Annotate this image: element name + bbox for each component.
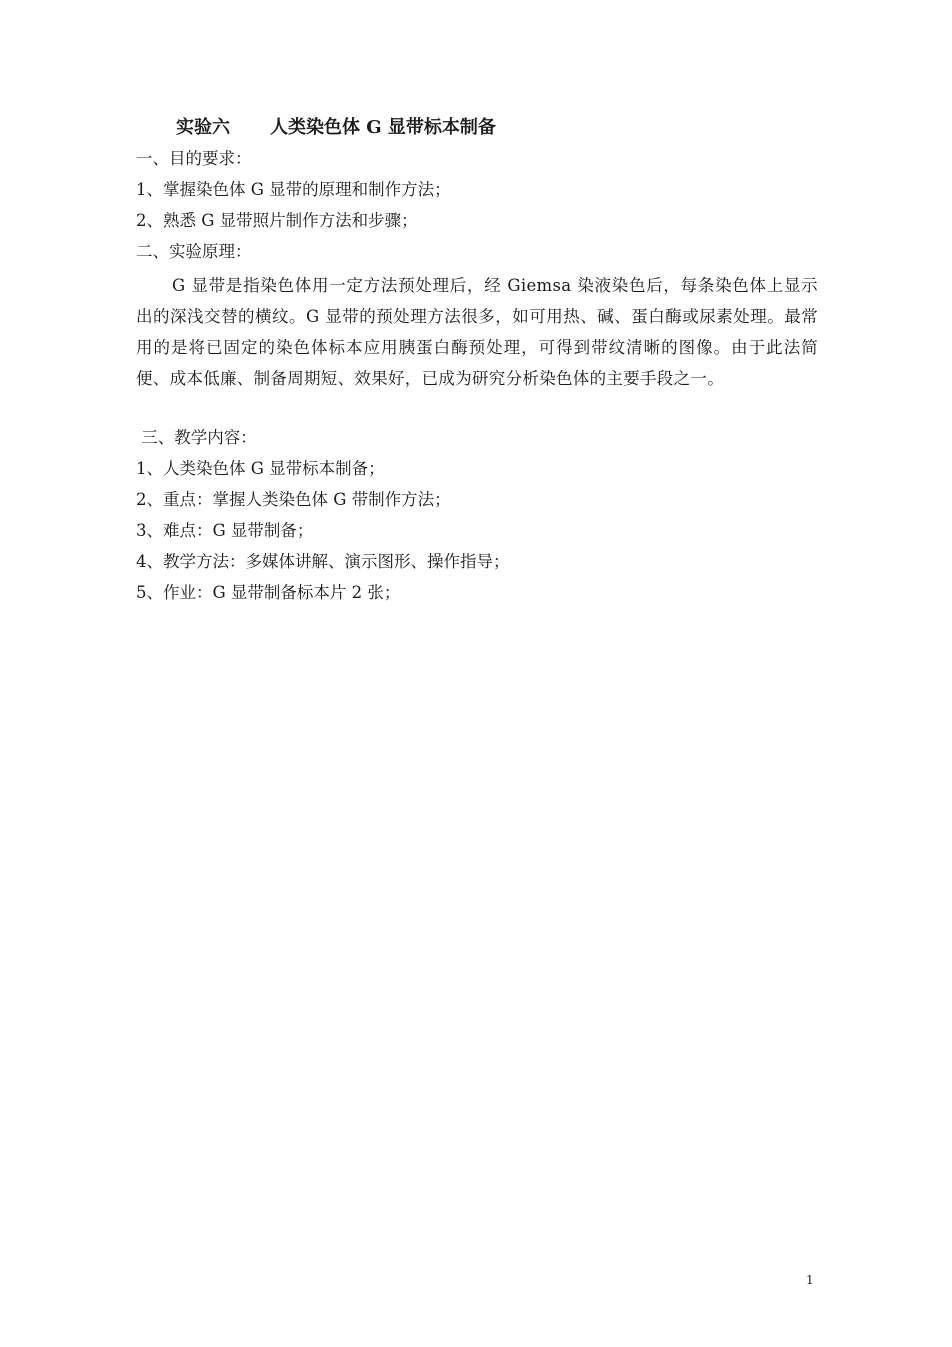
list-item-content-5: 5、作业：G 显带制备标本片 2 张； xyxy=(136,583,401,602)
title-experiment-number: 实验六 xyxy=(176,117,230,138)
title-experiment-name: 人类染色体 G 显带标本制备 xyxy=(270,117,496,138)
section-heading-objectives: 一、目的要求： xyxy=(136,149,252,168)
list-item-content-4: 4、教学方法：多媒体讲解、演示图形、操作指导； xyxy=(136,552,510,571)
list-item-objective-1: 1、掌握染色体 G 显带的原理和制作方法； xyxy=(136,180,451,199)
section-heading-principle: 二、实验原理： xyxy=(136,242,252,261)
list-item-content-2: 2、重点：掌握人类染色体 G 带制作方法； xyxy=(136,490,451,509)
list-item-content-1: 1、人类染色体 G 显带标本制备； xyxy=(136,459,385,478)
page-number: 1 xyxy=(806,1273,814,1287)
list-item-objective-2: 2、熟悉 G 显带照片制作方法和步骤； xyxy=(136,211,418,230)
document-title xyxy=(176,116,496,140)
section-heading-teaching-content: 三、教学内容： xyxy=(136,428,257,447)
list-item-content-3: 3、难点：G 显带制备； xyxy=(136,521,314,540)
principle-paragraph: G 显带是指染色体用一定方法预处理后，经 Giemsa 染液染色后，每条染色体上显示出的深浅交替的横纹。G 显带的预处理方法很多，如可用热、碱、蛋白酶或尿素处理。最常用的是将已固定的染色体标本应用胰蛋白酶预处理，可得到带纹清晰的图像。由于此法简便、成本低廉、制备周期短、效果好，已成为研究分析染色体的主要手段之一。 xyxy=(136,276,818,388)
